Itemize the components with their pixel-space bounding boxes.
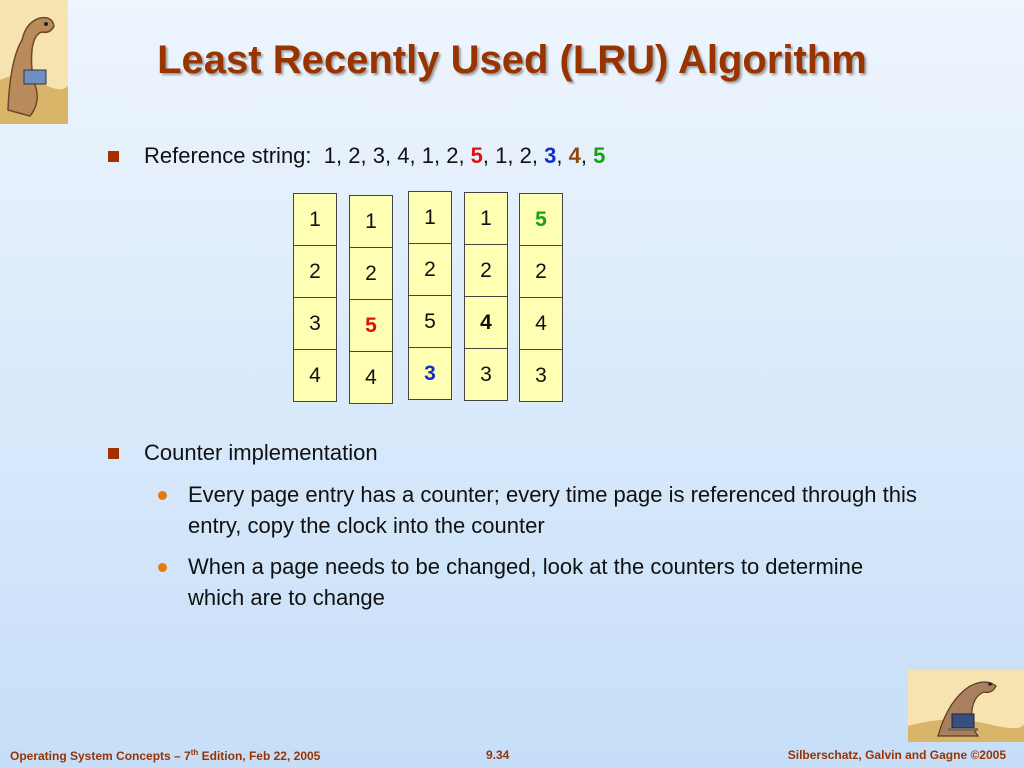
- reference-item: 2: [348, 143, 361, 168]
- reference-label: Reference string:: [144, 143, 312, 168]
- slide-title: Least Recently Used (LRU) Algorithm: [157, 38, 867, 82]
- reference-item: 4: [397, 143, 410, 168]
- reference-item: 5: [470, 143, 483, 168]
- frame-cell: 3: [424, 361, 436, 385]
- reference-item: 2: [519, 143, 532, 168]
- footer-right: Silberschatz, Galvin and Gagne ©2005: [787, 748, 1006, 762]
- reference-item: 1: [323, 143, 337, 168]
- counter-item: When a page needs to be changed, look at the counters to determine which are to change: [188, 554, 864, 610]
- reference-item: 2: [446, 143, 459, 168]
- frame-cell: 5: [350, 300, 392, 352]
- frame-column: [293, 193, 337, 402]
- frame-column: [519, 193, 563, 402]
- frame-cell: 1: [294, 194, 336, 246]
- counter-item: Every page entry has a counter; every time page is referenced through this entry, copy the clock into the counter: [188, 482, 917, 538]
- frame-cell: 2: [350, 248, 392, 300]
- frame-cell: 3: [294, 298, 336, 350]
- frame-column: [464, 192, 508, 401]
- frame-cell: 4: [465, 297, 507, 349]
- frame-cell: 3: [535, 363, 547, 387]
- square-bullet-icon: [108, 448, 119, 459]
- frame-column: [408, 191, 452, 400]
- slide-footer: [0, 742, 1024, 768]
- frame-cell: 5: [520, 194, 562, 246]
- reference-item: 3: [544, 143, 557, 168]
- dinosaur-laptop-icon: [908, 670, 1024, 742]
- frame-cell: 4: [309, 363, 321, 387]
- footer-book: Operating System Concepts – 7: [10, 749, 191, 763]
- frame-cell: 4: [520, 298, 562, 350]
- reference-item: 5: [593, 143, 606, 168]
- frame-cell: 4: [365, 365, 377, 389]
- frame-cell: 2: [294, 246, 336, 298]
- footer-sup: th: [190, 748, 199, 757]
- frame-cell: 5: [409, 296, 451, 348]
- round-bullet-icon: [158, 491, 167, 500]
- frame-column: [349, 195, 393, 404]
- reference-item: 4: [568, 143, 581, 168]
- square-bullet-icon: [108, 151, 119, 162]
- round-bullet-icon: [158, 563, 167, 572]
- frame-cell: 3: [480, 362, 492, 386]
- footer-page-number: 9.34: [486, 748, 510, 762]
- frame-cell: 1: [465, 193, 507, 245]
- counter-heading: Counter implementation: [144, 440, 378, 465]
- frame-cell: 2: [409, 244, 451, 296]
- frame-cell: 1: [350, 196, 392, 248]
- footer-edition: Edition, Feb 22, 2005: [198, 749, 321, 763]
- reference-item: 1: [495, 143, 508, 168]
- reference-item: 3: [372, 143, 385, 168]
- reference-item: 1: [421, 143, 434, 168]
- reference-sequence: 1, 2, 3, 4, 1, 2, 5, 1, 2, 3, 4, 5: [323, 143, 606, 168]
- footer-left: [10, 748, 320, 763]
- frame-cell: 2: [520, 246, 562, 298]
- frame-cell: 2: [465, 245, 507, 297]
- reference-string-line: [144, 140, 605, 171]
- frame-cell: 1: [409, 192, 451, 244]
